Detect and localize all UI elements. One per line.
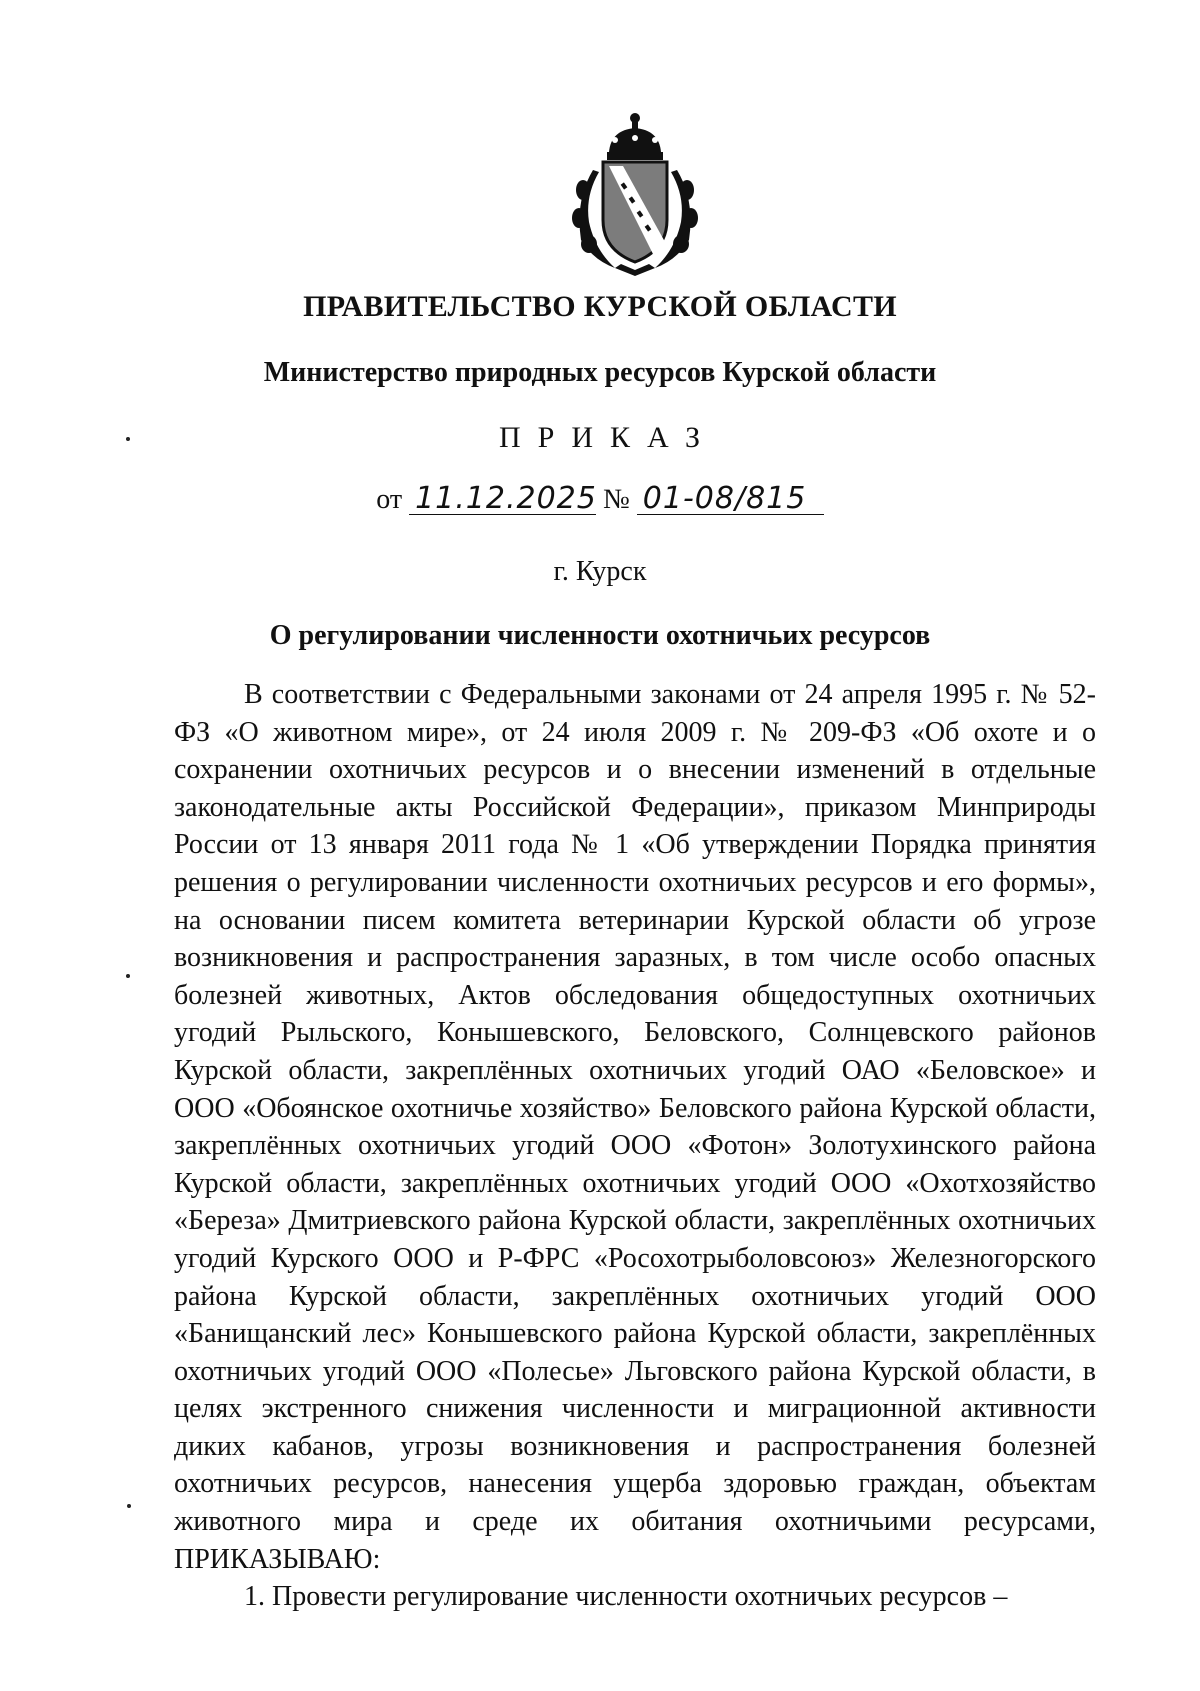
city: г. Курск: [553, 556, 647, 587]
coat-of-arms-emblem: [565, 110, 705, 280]
preamble-paragraph: В соответствии с Федеральными законами от 24 апреля 1995 г. № 52-ФЗ «О животном мире», от 24 июля 2009 г. № 209-ФЗ «Об охоте и о сохранении охотничьих ресурсов и о внесении изменений в отдельные законодательные акты Российской Федерации», приказом Минприроды России от 13 января 2011 года № 1 «Об утверждении Порядка принятия решения о регулировании численности охотничьих ресурсов и его формы», на основании писем комитета ветеринарии Курской области об угрозе возникновения и распространения заразных, в том числе особо опасных болезней животных, Актов обследования общедоступных охотничьих угодий Рыльского, Конышевского, Беловского, Солнцевского районов Курской области, закреплённых охотничьих угодий ОАО «Беловское» и ООО «Обоянское охотничье хозяйство» Беловского района Курской области, закреплённых охотничьих угодий ООО «Фотон» Золотухинского района Курской области, закреплённых охотничьих угодий ООО «Охотхозяйство «Береза» Дмитриевского района Курской области, закреплённых охотничьих угодий Курского ООО и Р-ФРС «Росохотрыболовсоюз» Железногорского района Курской области, закреплённых охотничьих угодий ООО «Банищанский лес» Конышевского района Курской области, закреплённых охотничьих угодий ООО «Полесье» Льговского района Курской области, в целях экстренного снижения численности и миграционной активности диких кабанов, угрозы возникновения и распространения болезней охотничьих ресурсов, нанесения ущерба здоровью граждан, объектам животного мира и среде их обитания охотничьими ресурсами, ПРИКАЗЫВАЮ:: [174, 679, 1096, 1575]
document-subject: О регулировании численности охотничьих ресурсов: [269, 620, 931, 651]
government-title: ПРАВИТЕЛЬСТВО КУРСКОЙ ОБЛАСТИ: [303, 290, 897, 323]
scan-speck: [126, 974, 130, 978]
ministry-title: Министерство природных ресурсов Курской области: [263, 357, 937, 388]
document-type: ПРИКАЗ: [499, 421, 717, 454]
document-body: [174, 676, 1096, 1616]
number-handwritten: 01-08/815: [637, 484, 824, 515]
date-number-line: [0, 481, 1200, 516]
date-handwritten: 11.12.2025: [409, 484, 596, 515]
date-prefix: от: [376, 484, 403, 515]
item-1-paragraph: 1. Провести регулирование численности охотничьих ресурсов –: [244, 1581, 1008, 1613]
number-prefix: №: [603, 484, 630, 515]
scan-speck: [127, 1504, 131, 1508]
scan-speck: [126, 437, 130, 441]
